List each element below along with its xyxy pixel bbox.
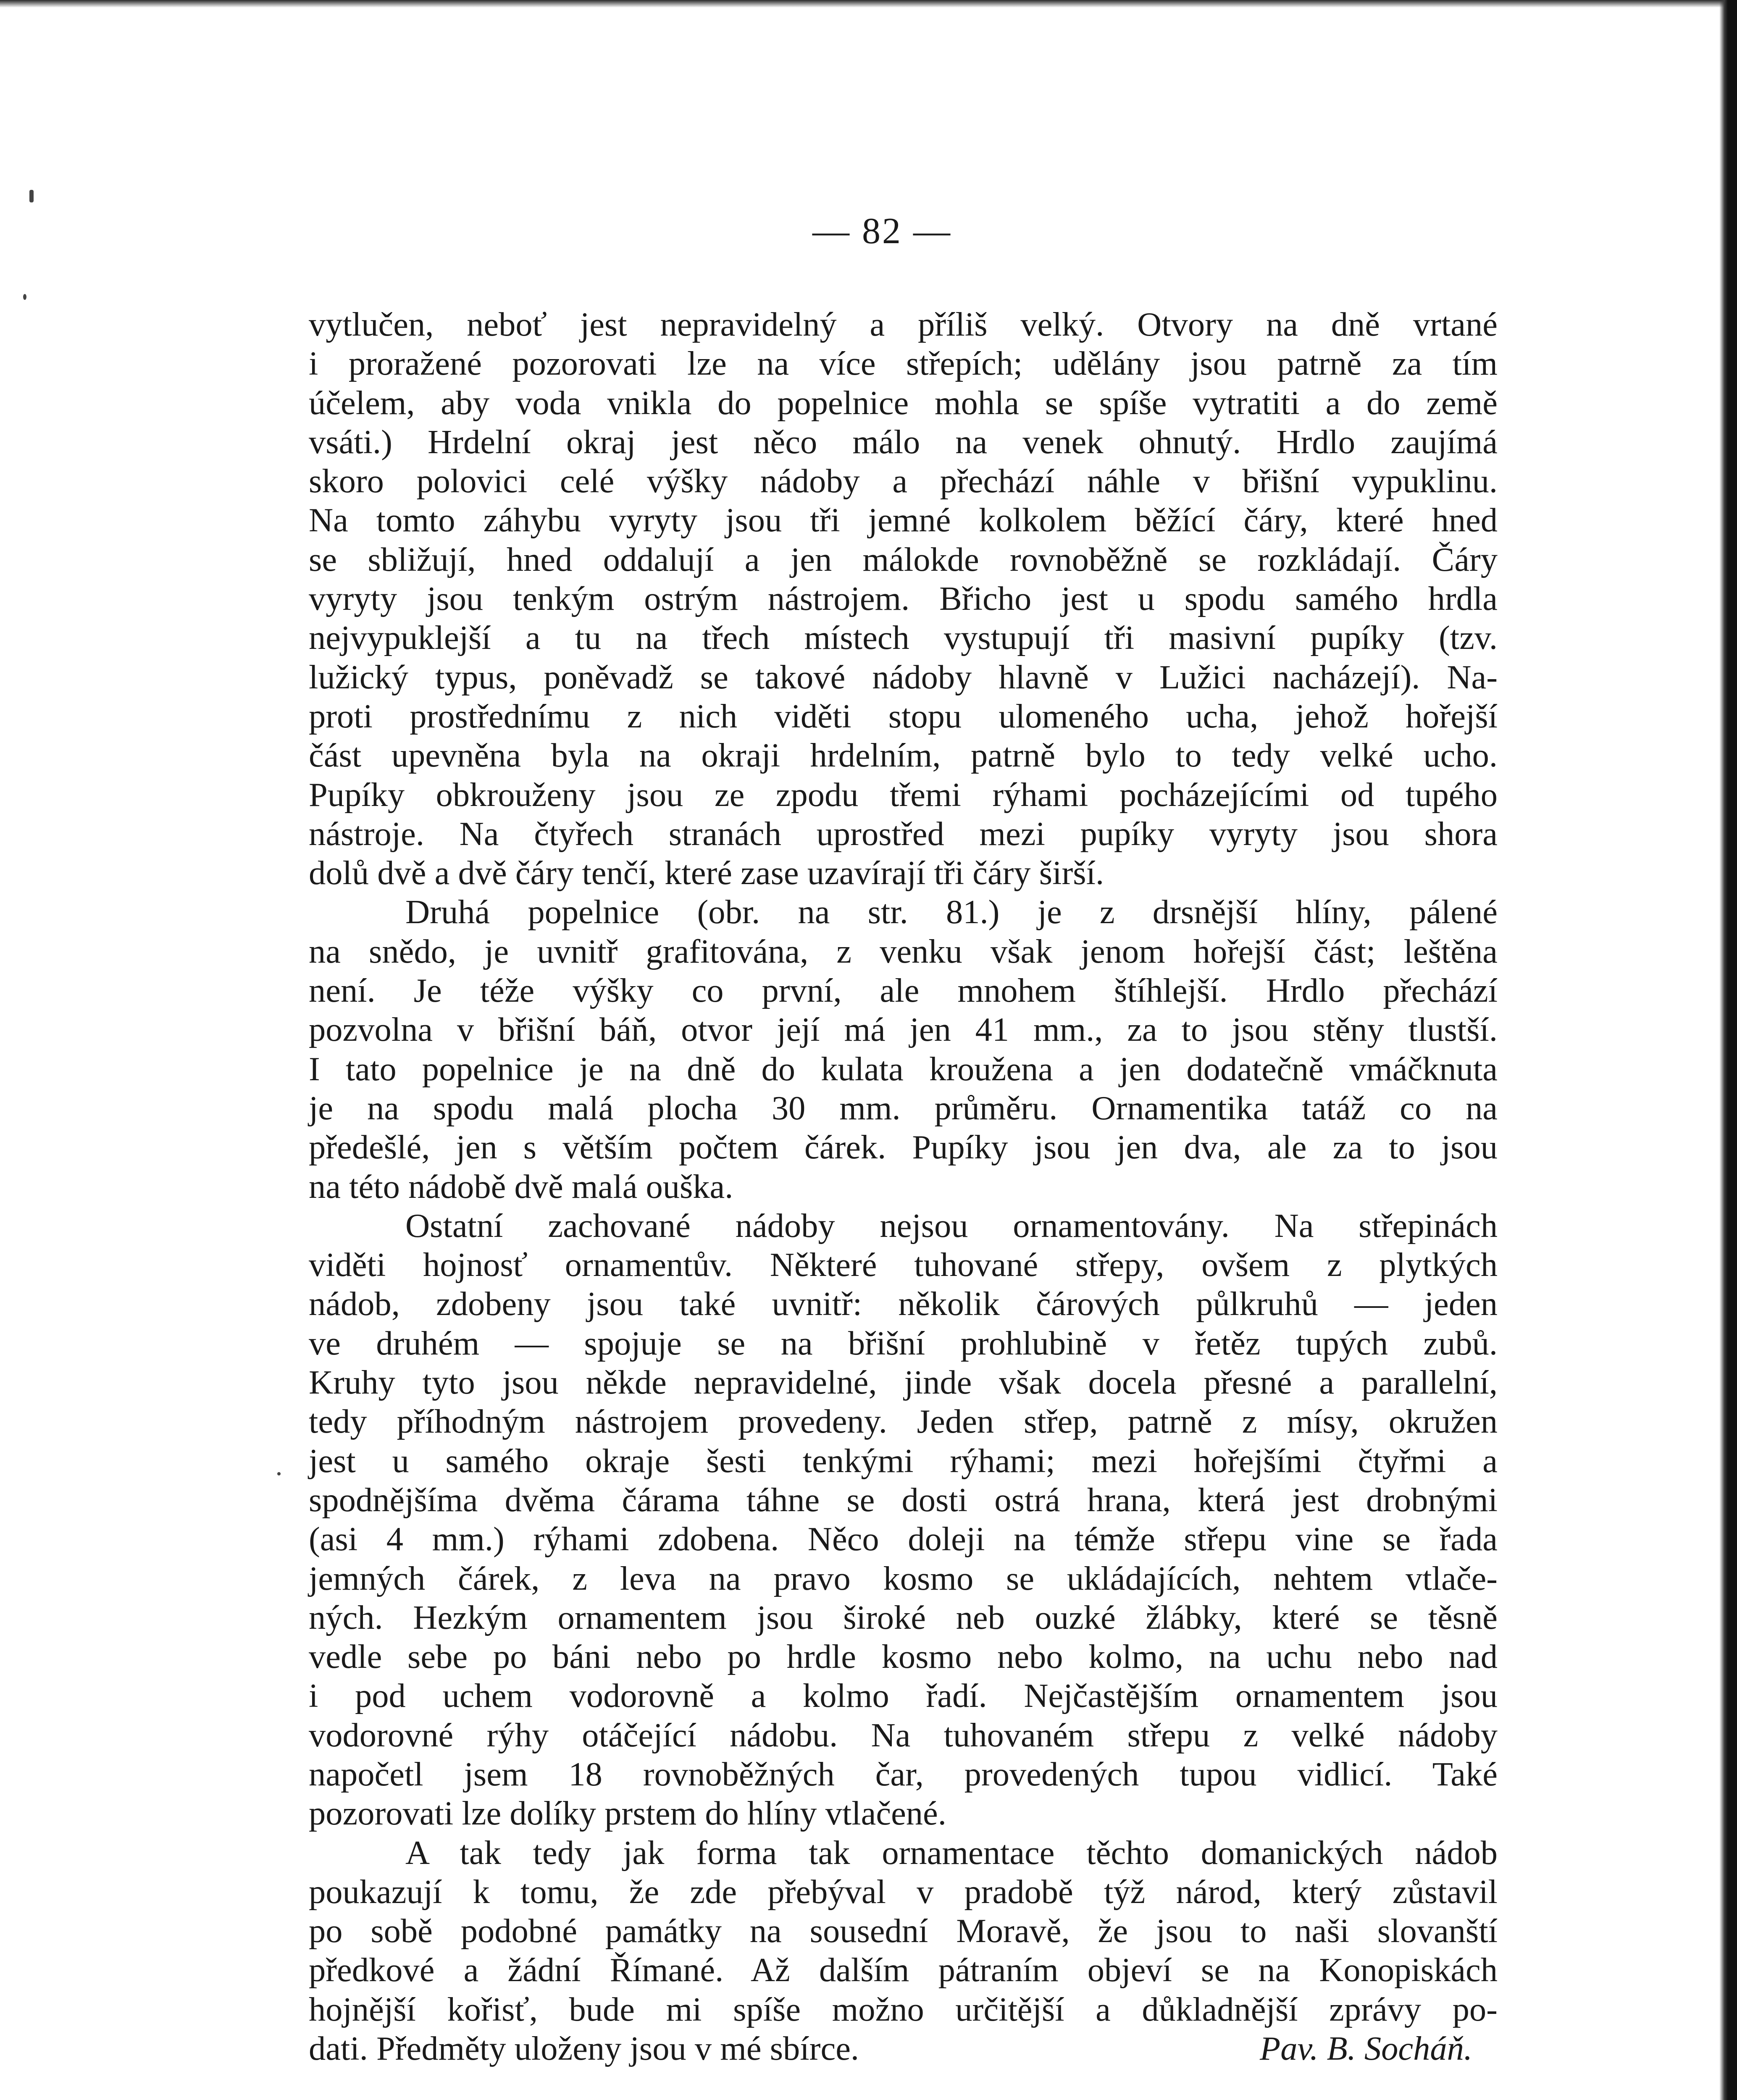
- text-line: I tato popelnice je na dně do kulata kroužena a jen dodatečně vmáčknuta: [309, 1050, 1498, 1088]
- text-line: předešlé, jen s větším počtem čárek. Pupíky jsou jen dva, ale za to jsou: [309, 1129, 1498, 1166]
- scan-speck: [23, 294, 26, 300]
- paragraphs: [309, 305, 1498, 2029]
- text-line: lužický typus, poněvadž se takové nádoby hlavně v Lužici nacházejí). Na-: [309, 658, 1498, 696]
- scan-right-edge: [1719, 0, 1737, 2100]
- text-line: se sbližují, hned oddalují a jen málokde rovnoběžně se rozkládají. Čáry: [309, 541, 1498, 578]
- text-line: nádob, zdobeny jsou také uvnitř: několik čárových půlkruhů — jeden: [309, 1285, 1498, 1323]
- text-line: nástroje. Na čtyřech stranách uprostřed mezi pupíky vyryty jsou shora: [309, 815, 1498, 853]
- text-line: dolů dvě a dvě čáry tenčí, které zase uzavírají tři čáry širší.: [309, 854, 1104, 892]
- text-line: na snědo, je uvnitř grafitována, z venku však jenom hořejší část; leštěna: [309, 932, 1498, 970]
- text-line: po sobě podobné památky na sousední Moravě, že jsou to naši slovanští: [309, 1912, 1498, 1950]
- closing-line: [309, 2029, 1498, 2068]
- text-line: část upevněna byla na okraji hrdelním, patrně bylo to tedy velké ucho.: [309, 737, 1498, 774]
- paragraph: [309, 892, 1498, 1206]
- text-line: Ostatní zachované nádoby nejsou ornamentovány. Na střepinách: [405, 1207, 1498, 1244]
- scan-speck: [277, 1472, 281, 1475]
- text-line: Pupíky obkrouženy jsou ze zpodu třemi rýhami pocházejícími od tupého: [309, 776, 1498, 814]
- text-line: poukazují k tomu, že zde přebýval v pradobě týž národ, který zůstavil: [309, 1873, 1498, 1911]
- text-line: jemných čárek, z leva na pravo kosmo se ukládajících, nehtem vtlače-: [309, 1559, 1498, 1597]
- scan-speck: [29, 190, 34, 202]
- text-line: skoro polovici celé výšky nádoby a přechází náhle v břišní vypuklinu.: [309, 462, 1498, 500]
- paragraph: [309, 1206, 1498, 1833]
- text-line: ve druhém — spojuje se na břišní prohlubině v řetěz tupých zubů.: [309, 1324, 1498, 1362]
- text-line: na této nádobě dvě malá ouška.: [309, 1168, 733, 1205]
- page-number: — 82 —: [812, 211, 952, 252]
- paragraph: [309, 1833, 1498, 2029]
- text-line: Druhá popelnice (obr. na str. 81.) je z drsnější hlíny, pálené: [405, 893, 1498, 931]
- text-line: hojnější kořisť, bude mi spíše možno určitější a důkladnější zprávy po-: [309, 1990, 1498, 2028]
- text-line: vyryty jsou tenkým ostrým nástrojem. Břicho jest u spodu samého hrdla: [309, 580, 1498, 618]
- scan-top-edge: [0, 0, 1737, 8]
- text-line: pozorovati lze dolíky prstem do hlíny vtlačené.: [309, 1795, 946, 1832]
- text-line: nejvypuklejší a tu na třech místech vystupují tři masivní pupíky (tzv.: [309, 619, 1498, 657]
- article-body: [309, 305, 1498, 2068]
- closing-text: dati. Předměty uloženy jsou v mé sbírce.: [309, 2030, 859, 2068]
- text-line: není. Je téže výšky co první, ale mnohem štíhlejší. Hrdlo přechází: [309, 972, 1498, 1010]
- text-line: účelem, aby voda vnikla do popelnice mohla se spíše vytratiti a do země: [309, 384, 1498, 422]
- text-line: i proražené pozorovati lze na více střepích; udělány jsou patrně za tím: [309, 345, 1498, 383]
- text-line: i pod uchem vodorovně a kolmo řadí. Nejčastějším ornamentem jsou: [309, 1677, 1498, 1715]
- text-line: proti prostřednímu z nich viděti stopu ulomeného ucha, jehož hořejší: [309, 697, 1498, 735]
- text-line: pozvolna v břišní báň, otvor její má jen 41 mm., za to jsou stěny tlustší.: [309, 1011, 1498, 1049]
- text-line: ných. Hezkým ornamentem jsou široké neb ouzké žlábky, které se těsně: [309, 1599, 1498, 1636]
- paragraph: [309, 305, 1498, 892]
- text-line: napočetl jsem 18 rovnoběžných čar, provedených tupou vidlicí. Také: [309, 1755, 1498, 1793]
- text-line: vedle sebe po báni nebo po hrdle kosmo nebo kolmo, na uchu nebo nad: [309, 1638, 1498, 1676]
- text-line: vodorovné rýhy otáčející nádobu. Na tuhovaném střepu z velké nádoby: [309, 1716, 1498, 1754]
- text-line: Kruhy tyto jsou někde nepravidelné, jinde však docela přesné a parallelní,: [309, 1364, 1498, 1402]
- text-line: (asi 4 mm.) rýhami zdobena. Něco doleji na témže střepu vine se řada: [309, 1520, 1498, 1558]
- text-line: je na spodu malá plocha 30 mm. průměru. Ornamentika tatáž co na: [309, 1089, 1498, 1127]
- text-line: předkové a žádní Římané. Až dalším pátraním objeví se na Konopiskách: [309, 1951, 1498, 1989]
- text-line: viděti hojnosť ornamentův. Některé tuhované střepy, ovšem z plytkých: [309, 1246, 1498, 1284]
- text-line: tedy příhodným nástrojem provedeny. Jeden střep, patrně z mísy, okružen: [309, 1403, 1498, 1441]
- text-line: vytlučen, neboť jest nepravidelný a příliš velký. Otvory na dně vrtané: [309, 306, 1498, 343]
- author-signature: Pav. B. Socháň.: [1260, 2030, 1472, 2068]
- text-line: Na tomto záhybu vyryty jsou tři jemné kolkolem běžící čáry, které hned: [309, 501, 1498, 539]
- text-line: spodnějšíma dvěma čárama táhne se dosti ostrá hrana, která jest drobnými: [309, 1481, 1498, 1519]
- text-line: jest u samého okraje šesti tenkými rýhami; mezi hořejšími čtyřmi a: [309, 1442, 1498, 1480]
- text-line: vsáti.) Hrdelní okraj jest něco málo na venek ohnutý. Hrdlo zaujímá: [309, 423, 1498, 461]
- text-line: A tak tedy jak forma tak ornamentace těchto domanických nádob: [405, 1834, 1498, 1872]
